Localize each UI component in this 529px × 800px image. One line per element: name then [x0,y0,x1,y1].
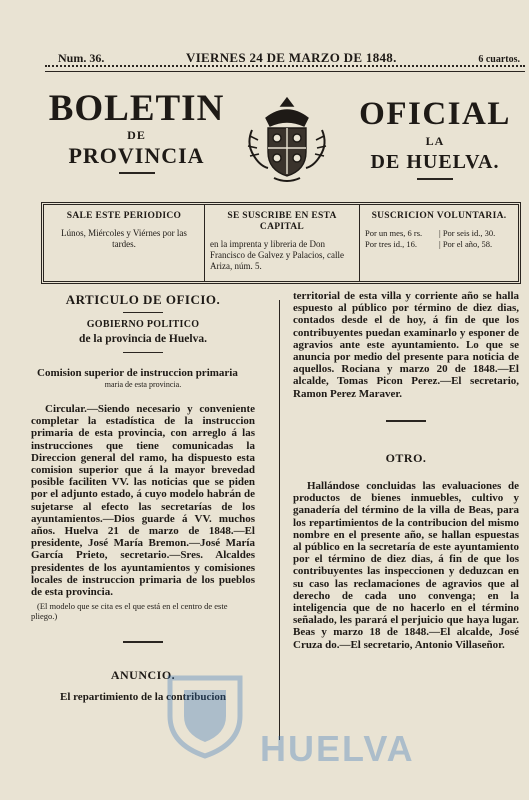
section-title-oficio: ARTICULO DE OFICIO. [65,292,221,307]
publication-days [44,205,204,281]
issue-date: VIERNES 24 DE MARZO DE 1848. [186,50,397,65]
right-column [293,290,519,651]
subscription-fees-head: SUSCRICION VOLUNTARIA. [371,211,507,221]
anuncio-title: ANUNCIO. [110,668,176,683]
otro-title: OTRO. [385,450,427,465]
fee-six-months: | Por seis id., 30. [439,228,496,238]
masthead-right-rule [417,178,453,180]
masthead-left [44,90,229,174]
masthead-oficial: OFICIAL [359,96,511,132]
subsection-rule [123,352,163,353]
subscription-place [204,205,359,281]
circular-text: Circular.—Siendo necesario y conveniente completar la estadística de la instruccion primaria de esta provincia, con arreglo á las instrucciones que tiene comunicadas la Direccion general del ramo, ha dispuesto esta comision superior que á la mayor brevedad posible faciliten VV. las noticias que se piden por el adjunto estado, á cuyo modelo habrán de sujetarse al efecto las secretarías de los ayuntamientos.—Dios guarde á VV. muchos años. Huelva 21 de marzo de 1848.—El presidente, José María Bremon.—José María García Prieto, secretario.—Sres. Alcaldes presidentes de los ayuntamientos y comisiones locales de instruccion primaria de los pueblos de esta provincia. [31,403,255,599]
model-note: (El modelo que se cita es el que está en el centro de este pliego.) [31,601,228,622]
fee-year: | Por el año, 58. [439,239,493,249]
issue-number: Num. 36. [58,51,105,65]
masthead-la: LA [425,134,445,148]
subscription-place-head: SE SUSCRIBE EN ESTA CAPITAL [227,211,337,232]
fee-list [365,228,513,250]
masthead-provincia: PROVINCIA [68,143,205,168]
masthead-de: DE [127,128,146,142]
header-rule [45,65,525,72]
subscription-box [41,202,521,284]
anuncio-rule [123,641,163,643]
publication-days-body: Lúnos, Miércoles y Viérnes por las tardes. [61,228,187,249]
subscription-fees [359,205,518,281]
masthead-left-rule [119,172,155,174]
provincia-heading: de la provincia de Huelva. [79,333,207,346]
otro-rule [386,420,426,422]
subscription-place-body: en la imprenta y libreria de Don Francisco de Galvez y Palacios, calle Ariza, núm. 5. [210,239,344,271]
comision-heading: Comision superior de instruccion primaria [37,366,238,379]
watermark-text: HUELVA [260,728,415,769]
issue-header [58,50,520,66]
publication-days-head: SALE ESTE PERIODICO [66,211,182,221]
masthead-huelva: DE HUELVA. [370,151,500,173]
gobierno-heading: GOBIERNO POLITICO [86,319,200,331]
comision-subheading: maria de esta provincia. [104,379,182,389]
column-divider [279,300,280,740]
anuncio-continuation: territorial de esta villa y corriente año se halla espuesto al público por término de diez dias, contados desde el de hoy, á fin de que los contribuyentes puedan examinarlo y esponer de agravios ante este ayuntamiento. Lo que se anuncia por medio del presente para noticia de aquellos. Rociana y marzo 20 de 1848.—El alcalde, Tomas Picon Perez.—El secretario, Ramon Perez Maraver. [293,290,519,400]
masthead-right [350,96,520,180]
fee-three-months: Por tres id., 16. [365,239,417,249]
section-rule [123,312,163,313]
masthead-boletin: BOLETIN [48,88,225,129]
anuncio-text: El repartimiento de la contribucion [59,691,226,704]
issue-price: 6 cuartos. [478,54,520,65]
fee-one-month: Por un mes, 6 rs. [365,228,423,238]
left-column [31,290,255,704]
otro-text: Hallándose concluidas las evaluaciones de productos de bienes inmuebles, cultivo y ganadería del término de la villa de Beas, para los repartimientos de la contribucion del mismo nombre en el presente año, se hallan espuestas al público en la secretaría de este ayuntamiento por el término de diez dias, á fin de que los contribuyentes las inspeccionen y deduzcan en su caso las reclamaciones de agravios que al derecho de cada uno convenga; en la inteligencia que de no hacerlo en el término señalado, les parará el perjuicio que haya lugar. Beas y marzo 18 de 1848.—El alcalde, José Cruza do.—El secretario, Antonio Villaseñor. [293,480,519,651]
coat-of-arms-icon [244,96,330,184]
